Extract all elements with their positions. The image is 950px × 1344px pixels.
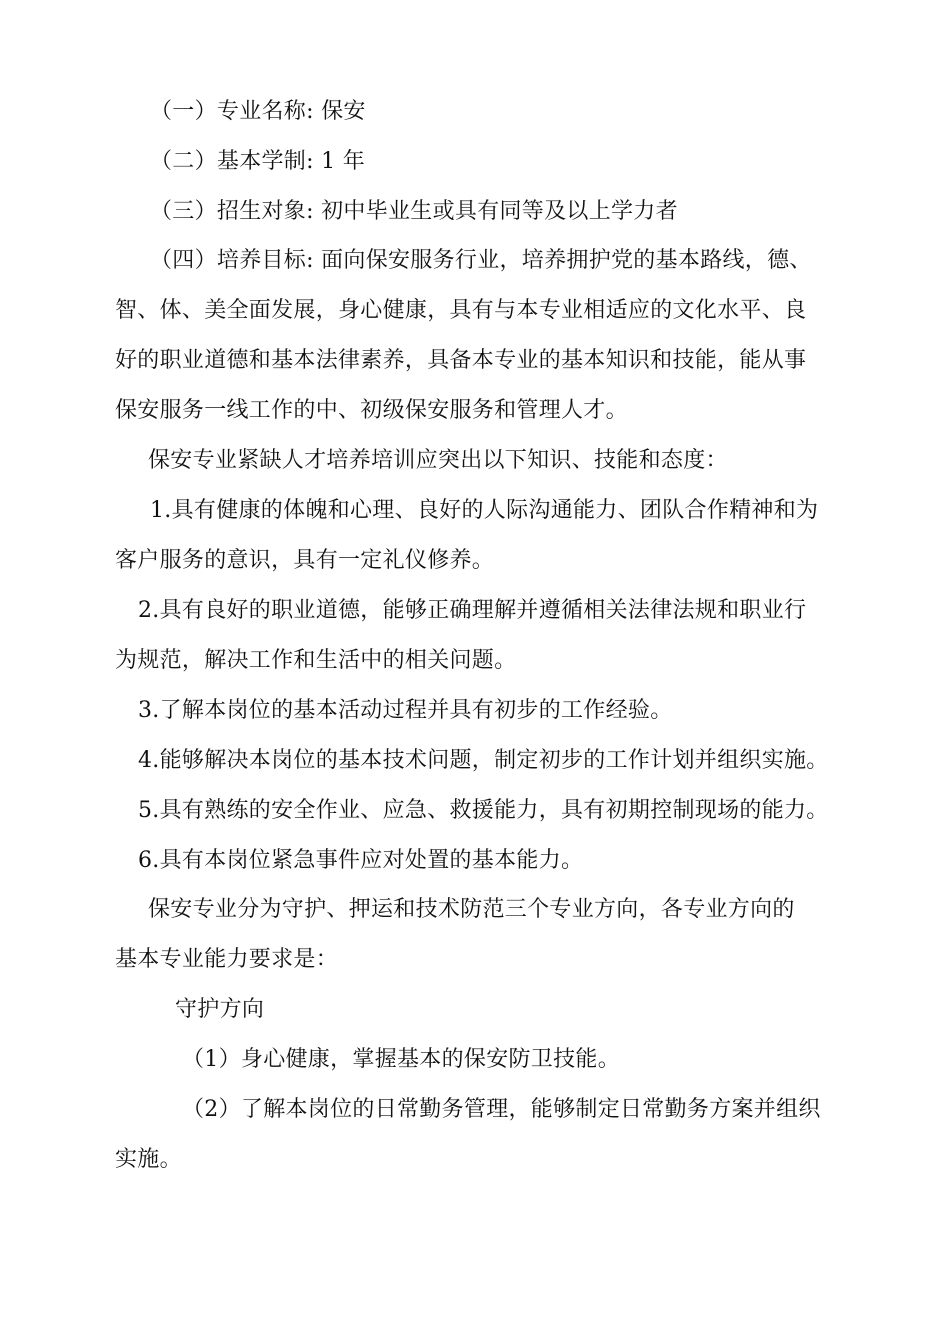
requirement-5: 5.具有熟练的安全作业、应急、救援能力，具有初期控制现场的能力。 (138, 798, 829, 823)
requirement-2-line-1: 2.具有良好的职业道德，能够正确理解并遵循相关法律法规和职业行 (138, 598, 807, 623)
requirement-1-line-1: 1.具有健康的体魄和心理、良好的人际沟通能力、团队合作精神和为 (150, 498, 819, 523)
guard-item-1: （1）身心健康，掌握基本的保安防卫技能。 (182, 1047, 620, 1072)
directions-intro-line-2: 基本专业能力要求是： (115, 947, 339, 972)
requirement-3: 3.了解本岗位的基本活动过程并具有初步的工作经验。 (138, 698, 673, 723)
enrollment-line: （三）招生对象: 初中毕业生或具有同等及以上学力者 (150, 199, 678, 224)
requirement-1-line-2: 客户服务的意识，具有一定礼仪修养。 (115, 548, 495, 573)
requirement-4: 4.能够解决本岗位的基本技术问题，制定初步的工作计划并组织实施。 (138, 748, 829, 773)
training-intro: 保安专业紧缺人才培养培训应突出以下知识、技能和态度： (148, 448, 728, 473)
goal-line-4: 保安服务一线工作的中、初级保安服务和管理人才。 (115, 398, 628, 423)
goal-line-2: 智、体、美全面发展，身心健康，具有与本专业相适应的文化水平、良 (115, 298, 807, 323)
major-name-line: （一）专业名称: 保安 (150, 99, 366, 124)
goal-line-3: 好的职业道德和基本法律素养，具备本专业的基本知识和技能，能从事 (115, 348, 807, 373)
guard-item-2-line-2: 实施。 (115, 1147, 182, 1172)
guard-item-2-line-1: （2）了解本岗位的日常勤务管理，能够制定日常勤务方案并组织 (182, 1097, 821, 1122)
requirement-2-line-2: 为规范，解决工作和生活中的相关问题。 (115, 648, 517, 673)
directions-intro-line-1: 保安专业分为守护、押运和技术防范三个专业方向，各专业方向的 (148, 897, 795, 922)
guard-direction-heading: 守护方向 (175, 997, 265, 1022)
requirement-6: 6.具有本岗位紧急事件应对处置的基本能力。 (138, 848, 584, 873)
duration-line: （二）基本学制: 1 年 (150, 149, 365, 174)
goal-line-1: （四）培养目标: 面向保安服务行业，培养拥护党的基本路线，德、 (150, 248, 812, 273)
